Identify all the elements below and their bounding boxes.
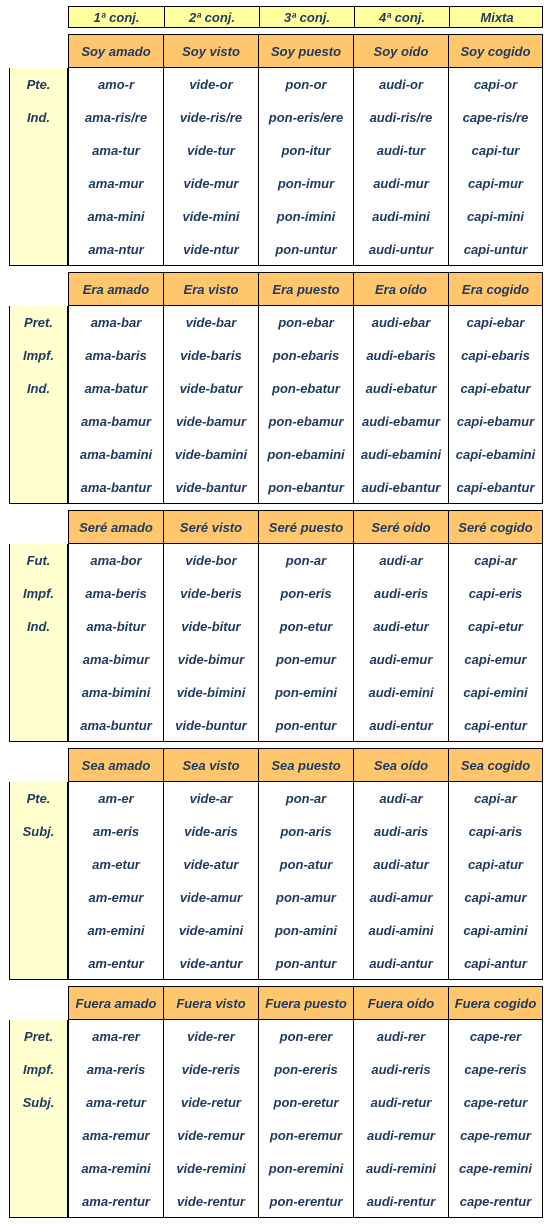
- verb-form-cell: audi-amini: [353, 914, 448, 947]
- tense-header: Sea oído: [353, 748, 448, 782]
- verb-form-cell: ama-buntur: [68, 709, 163, 742]
- verb-form-cell: audi-remur: [353, 1119, 448, 1152]
- verb-form-cell: vide-rer: [163, 1020, 258, 1053]
- tense-header: Era puesto: [258, 272, 353, 306]
- tense-header: Era cogido: [448, 272, 543, 306]
- tense-label-line: Pret.: [24, 1029, 53, 1044]
- verb-form-cell: pon-ebamini: [258, 438, 353, 471]
- verb-form-cell: audi-ebar: [353, 306, 448, 339]
- tense-header: Sea cogido: [448, 748, 543, 782]
- verb-form-cell: audi-remini: [353, 1152, 448, 1185]
- tense-label: [9, 544, 68, 742]
- verb-form-cell: cape-remur: [448, 1119, 543, 1152]
- verb-form-cell: pon-eremini: [258, 1152, 353, 1185]
- verb-form-cell: vide-ntur: [163, 233, 258, 266]
- column-header: 2ª conj.: [164, 7, 259, 27]
- tense-header: Era visto: [163, 272, 258, 306]
- verb-form-cell: pon-ebamur: [258, 405, 353, 438]
- verb-form-cell: pon-eris: [258, 577, 353, 610]
- verb-form-cell: ama-mur: [68, 167, 163, 200]
- verb-form-cell: capi-eris: [448, 577, 543, 610]
- verb-form-cell: pon-emur: [258, 643, 353, 676]
- tense-header: Soy oído: [353, 34, 448, 68]
- tense-header: Seré cogido: [448, 510, 543, 544]
- column-header: Mixta: [449, 7, 544, 27]
- verb-form-cell: audi-emur: [353, 643, 448, 676]
- verb-form-cell: audi-etur: [353, 610, 448, 643]
- verb-form-cell: capi-atur: [448, 848, 543, 881]
- verb-form-cell: capi-ebatur: [448, 372, 543, 405]
- verb-form-cell: capi-emini: [448, 676, 543, 709]
- verb-form-cell: audi-ebaris: [353, 339, 448, 372]
- tense-header: Soy visto: [163, 34, 258, 68]
- verb-form-cell: capi-amur: [448, 881, 543, 914]
- verb-form-cell: vide-bar: [163, 306, 258, 339]
- tense-header: Era amado: [68, 272, 163, 306]
- tense-label-line: Subj.: [22, 1095, 55, 1110]
- tense-header: Era oído: [353, 272, 448, 306]
- verb-form-cell: audi-mur: [353, 167, 448, 200]
- verb-form-cell: pon-ebantur: [258, 471, 353, 504]
- table-corner: [9, 510, 68, 544]
- verb-form-cell: vide-mini: [163, 200, 258, 233]
- verb-form-cell: vide-retur: [163, 1086, 258, 1119]
- verb-form-cell: cape-remini: [448, 1152, 543, 1185]
- verb-form-cell: pon-itur: [258, 134, 353, 167]
- tense-label: [9, 306, 68, 504]
- verb-form-cell: audi-tur: [353, 134, 448, 167]
- verb-form-cell: am-entur: [68, 947, 163, 980]
- verb-form-cell: vide-remini: [163, 1152, 258, 1185]
- verb-form-cell: pon-erentur: [258, 1185, 353, 1218]
- verb-form-cell: capi-ar: [448, 544, 543, 577]
- verb-form-cell: capi-tur: [448, 134, 543, 167]
- verb-form-cell: pon-etur: [258, 610, 353, 643]
- verb-form-cell: capi-mur: [448, 167, 543, 200]
- verb-form-cell: vide-antur: [163, 947, 258, 980]
- verb-form-cell: audi-antur: [353, 947, 448, 980]
- verb-form-cell: ama-bimur: [68, 643, 163, 676]
- verb-form-cell: vide-mur: [163, 167, 258, 200]
- column-header: 3ª conj.: [259, 7, 354, 27]
- verb-form-cell: vide-ar: [163, 782, 258, 815]
- column-header: 1ª conj.: [93, 9, 140, 25]
- verb-form-cell: capi-or: [448, 68, 543, 101]
- verb-form-cell: ama-remur: [68, 1119, 163, 1152]
- verb-form-cell: ama-mini: [68, 200, 163, 233]
- verb-form-cell: audi-or: [353, 68, 448, 101]
- verb-form-cell: audi-ebatur: [353, 372, 448, 405]
- table-corner: [9, 34, 68, 68]
- verb-form-cell: pon-imini: [258, 200, 353, 233]
- verb-form-cell: audi-ebantur: [353, 471, 448, 504]
- verb-form-cell: ama-bamur: [68, 405, 163, 438]
- tense-header: Fuera oído: [353, 986, 448, 1020]
- verb-form-cell: audi-rer: [353, 1020, 448, 1053]
- verb-form-cell: capi-ebamur: [448, 405, 543, 438]
- verb-form-cell: ama-tur: [68, 134, 163, 167]
- tense-label-line: Impf.: [22, 586, 55, 601]
- verb-form-cell: capi-aris: [448, 815, 543, 848]
- verb-form-cell: vide-buntur: [163, 709, 258, 742]
- verb-form-cell: pon-ebar: [258, 306, 353, 339]
- tense-header: Seré oído: [353, 510, 448, 544]
- tense-block: [9, 272, 543, 504]
- verb-form-cell: am-emini: [68, 914, 163, 947]
- verb-form-cell: capi-antur: [448, 947, 543, 980]
- verb-form-cell: capi-untur: [448, 233, 543, 266]
- verb-form-cell: audi-eris: [353, 577, 448, 610]
- verb-form-cell: capi-emur: [448, 643, 543, 676]
- verb-form-cell: cape-ris/re: [448, 101, 543, 134]
- verb-form-cell: vide-bamur: [163, 405, 258, 438]
- verb-form-cell: ama-ris/re: [68, 101, 163, 134]
- verb-form-cell: capi-ebantur: [448, 471, 543, 504]
- verb-form-cell: vide-remur: [163, 1119, 258, 1152]
- verb-form-cell: vide-rentur: [163, 1185, 258, 1218]
- verb-form-cell: audi-rentur: [353, 1185, 448, 1218]
- verb-form-cell: ama-reris: [68, 1053, 163, 1086]
- verb-form-cell: vide-bor: [163, 544, 258, 577]
- verb-form-cell: capi-entur: [448, 709, 543, 742]
- verb-form-cell: ama-bamini: [68, 438, 163, 471]
- verb-form-cell: pon-imur: [258, 167, 353, 200]
- table-corner: [9, 272, 68, 306]
- tense-label: [9, 68, 68, 266]
- verb-form-cell: ama-bimini: [68, 676, 163, 709]
- tense-header: Fuera cogido: [448, 986, 543, 1020]
- verb-form-cell: amo-r: [68, 68, 163, 101]
- verb-form-cell: pon-untur: [258, 233, 353, 266]
- verb-form-cell: audi-untur: [353, 233, 448, 266]
- table-corner: [9, 748, 68, 782]
- verb-form-cell: am-er: [68, 782, 163, 815]
- verb-form-cell: vide-baris: [163, 339, 258, 372]
- verb-form-cell: audi-ebamini: [353, 438, 448, 471]
- tense-label-line: Ind.: [26, 619, 51, 634]
- tense-header: Sea amado: [68, 748, 163, 782]
- verb-form-cell: cape-rentur: [448, 1185, 543, 1218]
- verb-form-cell: audi-emini: [353, 676, 448, 709]
- verb-form-cell: audi-ar: [353, 782, 448, 815]
- verb-form-cell: ama-bor: [68, 544, 163, 577]
- tense-label-line: Impf.: [22, 1062, 55, 1077]
- verb-form-cell: capi-amini: [448, 914, 543, 947]
- tense-block: [9, 34, 543, 266]
- verb-form-cell: ama-bantur: [68, 471, 163, 504]
- verb-form-cell: pon-ar: [258, 544, 353, 577]
- verb-form-cell: pon-emini: [258, 676, 353, 709]
- verb-form-cell: audi-retur: [353, 1086, 448, 1119]
- column-header: 4ª conj.: [354, 7, 449, 27]
- verb-form-cell: vide-bantur: [163, 471, 258, 504]
- verb-form-cell: vide-ris/re: [163, 101, 258, 134]
- table-corner: [9, 986, 68, 1020]
- verb-form-cell: pon-ereris: [258, 1053, 353, 1086]
- tense-header: Soy amado: [68, 34, 163, 68]
- tense-label-line: Subj.: [22, 824, 55, 839]
- verb-form-cell: pon-eretur: [258, 1086, 353, 1119]
- tense-label-line: Pret.: [24, 315, 53, 330]
- verb-form-cell: vide-bimini: [163, 676, 258, 709]
- verb-form-cell: pon-ebaris: [258, 339, 353, 372]
- verb-form-cell: audi-reris: [353, 1053, 448, 1086]
- verb-form-cell: ama-remini: [68, 1152, 163, 1185]
- tense-label: [9, 1020, 68, 1218]
- verb-form-cell: capi-ebaris: [448, 339, 543, 372]
- tense-header: Soy puesto: [258, 34, 353, 68]
- verb-form-cell: audi-mini: [353, 200, 448, 233]
- verb-form-cell: pon-ar: [258, 782, 353, 815]
- verb-form-cell: pon-aris: [258, 815, 353, 848]
- verb-form-cell: ama-rer: [68, 1020, 163, 1053]
- verb-form-cell: audi-atur: [353, 848, 448, 881]
- verb-form-cell: capi-etur: [448, 610, 543, 643]
- verb-form-cell: vide-bamini: [163, 438, 258, 471]
- verb-form-cell: audi-aris: [353, 815, 448, 848]
- tense-header: Fuera puesto: [258, 986, 353, 1020]
- verb-form-cell: pon-eris/ere: [258, 101, 353, 134]
- verb-form-cell: pon-or: [258, 68, 353, 101]
- tense-header: Fuera visto: [163, 986, 258, 1020]
- verb-form-cell: vide-atur: [163, 848, 258, 881]
- tense-label-line: Ind.: [26, 110, 51, 125]
- verb-form-cell: pon-atur: [258, 848, 353, 881]
- verb-form-cell: ama-bar: [68, 306, 163, 339]
- tense-label-line: Pte.: [26, 77, 51, 92]
- verb-form-cell: vide-bitur: [163, 610, 258, 643]
- verb-form-cell: ama-rentur: [68, 1185, 163, 1218]
- verb-form-cell: audi-ebamur: [353, 405, 448, 438]
- verb-form-cell: cape-retur: [448, 1086, 543, 1119]
- verb-form-cell: vide-amini: [163, 914, 258, 947]
- verb-form-cell: vide-bimur: [163, 643, 258, 676]
- tense-header: Sea visto: [163, 748, 258, 782]
- verb-form-cell: ama-batur: [68, 372, 163, 405]
- verb-form-cell: capi-ar: [448, 782, 543, 815]
- verb-form-cell: audi-ar: [353, 544, 448, 577]
- tense-block: [9, 986, 543, 1218]
- verb-form-cell: pon-erer: [258, 1020, 353, 1053]
- verb-form-cell: vide-tur: [163, 134, 258, 167]
- tense-header: Seré puesto: [258, 510, 353, 544]
- verb-form-cell: cape-rer: [448, 1020, 543, 1053]
- verb-form-cell: audi-amur: [353, 881, 448, 914]
- verb-form-cell: vide-aris: [163, 815, 258, 848]
- verb-form-cell: capi-ebamini: [448, 438, 543, 471]
- tense-label-line: Impf.: [22, 348, 55, 363]
- verb-form-cell: pon-amur: [258, 881, 353, 914]
- tense-header: Seré amado: [68, 510, 163, 544]
- verb-form-cell: am-etur: [68, 848, 163, 881]
- verb-form-cell: capi-ebar: [448, 306, 543, 339]
- verb-form-cell: vide-amur: [163, 881, 258, 914]
- verb-form-cell: capi-mini: [448, 200, 543, 233]
- verb-form-cell: ama-baris: [68, 339, 163, 372]
- verb-form-cell: vide-batur: [163, 372, 258, 405]
- tense-block: [9, 748, 543, 980]
- verb-form-cell: audi-ris/re: [353, 101, 448, 134]
- tense-label-line: Ind.: [26, 381, 51, 396]
- verb-form-cell: pon-antur: [258, 947, 353, 980]
- verb-form-cell: vide-reris: [163, 1053, 258, 1086]
- tense-header: Seré visto: [163, 510, 258, 544]
- tense-block: [9, 510, 543, 742]
- tense-label-line: Pte.: [26, 791, 51, 806]
- verb-form-cell: audi-entur: [353, 709, 448, 742]
- verb-form-cell: vide-beris: [163, 577, 258, 610]
- conjugation-column-header: [68, 6, 543, 28]
- tense-header: Soy cogido: [448, 34, 543, 68]
- tense-label-line: Fut.: [26, 553, 51, 568]
- verb-form-cell: ama-beris: [68, 577, 163, 610]
- verb-form-cell: vide-or: [163, 68, 258, 101]
- tense-header: Sea puesto: [258, 748, 353, 782]
- verb-form-cell: ama-bitur: [68, 610, 163, 643]
- tense-header: Fuera amado: [68, 986, 163, 1020]
- verb-form-cell: pon-ebatur: [258, 372, 353, 405]
- verb-form-cell: pon-amini: [258, 914, 353, 947]
- verb-form-cell: cape-reris: [448, 1053, 543, 1086]
- verb-form-cell: am-eris: [68, 815, 163, 848]
- tense-label: [9, 782, 68, 980]
- verb-form-cell: pon-eremur: [258, 1119, 353, 1152]
- verb-form-cell: am-emur: [68, 881, 163, 914]
- verb-form-cell: pon-entur: [258, 709, 353, 742]
- verb-form-cell: ama-retur: [68, 1086, 163, 1119]
- verb-form-cell: ama-ntur: [68, 233, 163, 266]
